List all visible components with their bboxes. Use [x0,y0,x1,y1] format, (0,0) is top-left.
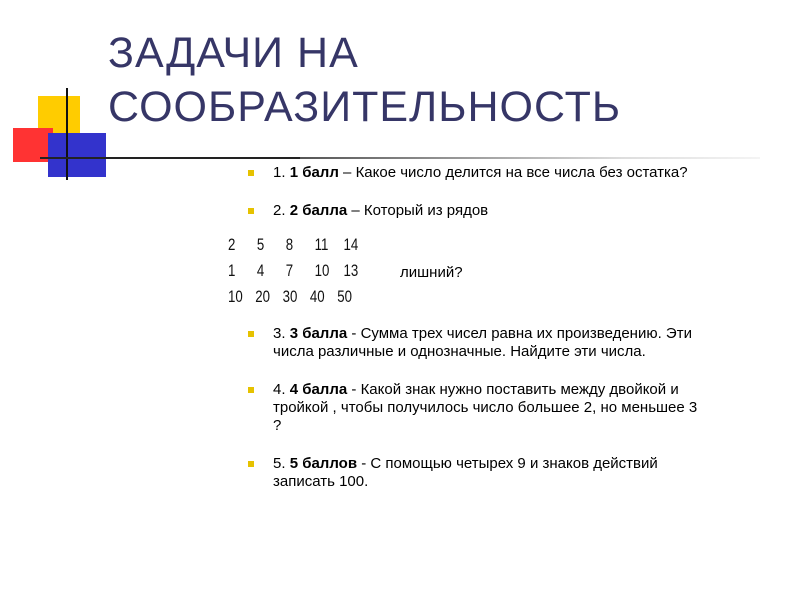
bullet-square-icon [248,387,254,393]
task-text-3 [273,325,708,361]
task-separator: – [347,202,364,219]
number-cell: 13 [343,261,359,280]
task-question: Сумма трех чисел равна их произведению. Эти числа различные и однозначные. Найдите эти числа. [273,325,692,360]
title-line-2: СООБРАЗИТЕЛЬНОСТЬ [108,83,622,131]
task-item-1 [248,164,708,182]
task-number: 5. [273,455,286,472]
decor-horizontal-rule-fade [300,157,760,159]
slide-title [108,26,621,134]
decor-blue-square [48,133,106,177]
number-rows [228,232,372,310]
title-line-1: ЗАДАЧИ НА [108,29,359,77]
number-row-1 [228,232,372,258]
bullet-square-icon [248,461,254,467]
number-cell: 8 [285,235,294,254]
task-text-4 [273,381,708,435]
number-cell: 10 [228,287,243,306]
task-question: Который из рядов [363,202,489,219]
number-cell: 20 [255,287,271,306]
number-cell: 40 [309,287,325,306]
number-cell: 5 [256,235,265,254]
number-row-3 [228,284,372,310]
task-item-4 [248,381,708,435]
bullet-square-icon [248,208,254,214]
decor-horizontal-rule [40,157,300,159]
number-cell: 30 [282,287,298,306]
task-text-1 [273,164,708,182]
task-points: 5 баллов [289,455,358,472]
number-cell: 10 [314,261,330,280]
number-cell: 4 [256,261,265,280]
task-item-3 [248,325,708,361]
number-cell: 50 [337,287,352,306]
task-points: 3 балла [289,325,348,342]
task-separator: – [338,164,356,181]
task-number: 4. [273,381,286,398]
number-cell: 11 [314,235,329,254]
task-question: Какой знак нужно поставить между двойкой и тройкой , чтобы получилось число большее 2, но меньшее 3 ? [273,381,698,434]
number-cell: 1 [228,261,236,280]
task-separator: - [347,381,361,398]
task-question: С помощью четырех 9 и знаков действий записать 100. [273,455,658,490]
task-points: 2 балла [289,202,348,219]
number-cell: 14 [343,235,359,254]
task-points: 4 балла [289,381,348,398]
task-points: 1 балл [289,164,339,181]
task-number: 1. [273,164,286,181]
decor-vertical-line [66,88,68,180]
task-number: 2. [273,202,286,219]
task-separator: - [347,325,361,342]
task-question: Какое число делится на все числа без остатка? [355,164,688,181]
number-cell: 2 [228,235,236,254]
task-number: 3. [273,325,286,342]
number-row-2 [228,258,372,284]
bullet-square-icon [248,331,254,337]
number-cell: 7 [285,261,294,280]
task-text-2 [273,202,708,220]
odd-one-out-label: лишний? [400,264,463,281]
task-text-5 [273,455,708,491]
task-separator: - [357,455,371,472]
task-item-2 [248,202,708,220]
bullet-square-icon [248,170,254,176]
task-item-5 [248,455,708,491]
